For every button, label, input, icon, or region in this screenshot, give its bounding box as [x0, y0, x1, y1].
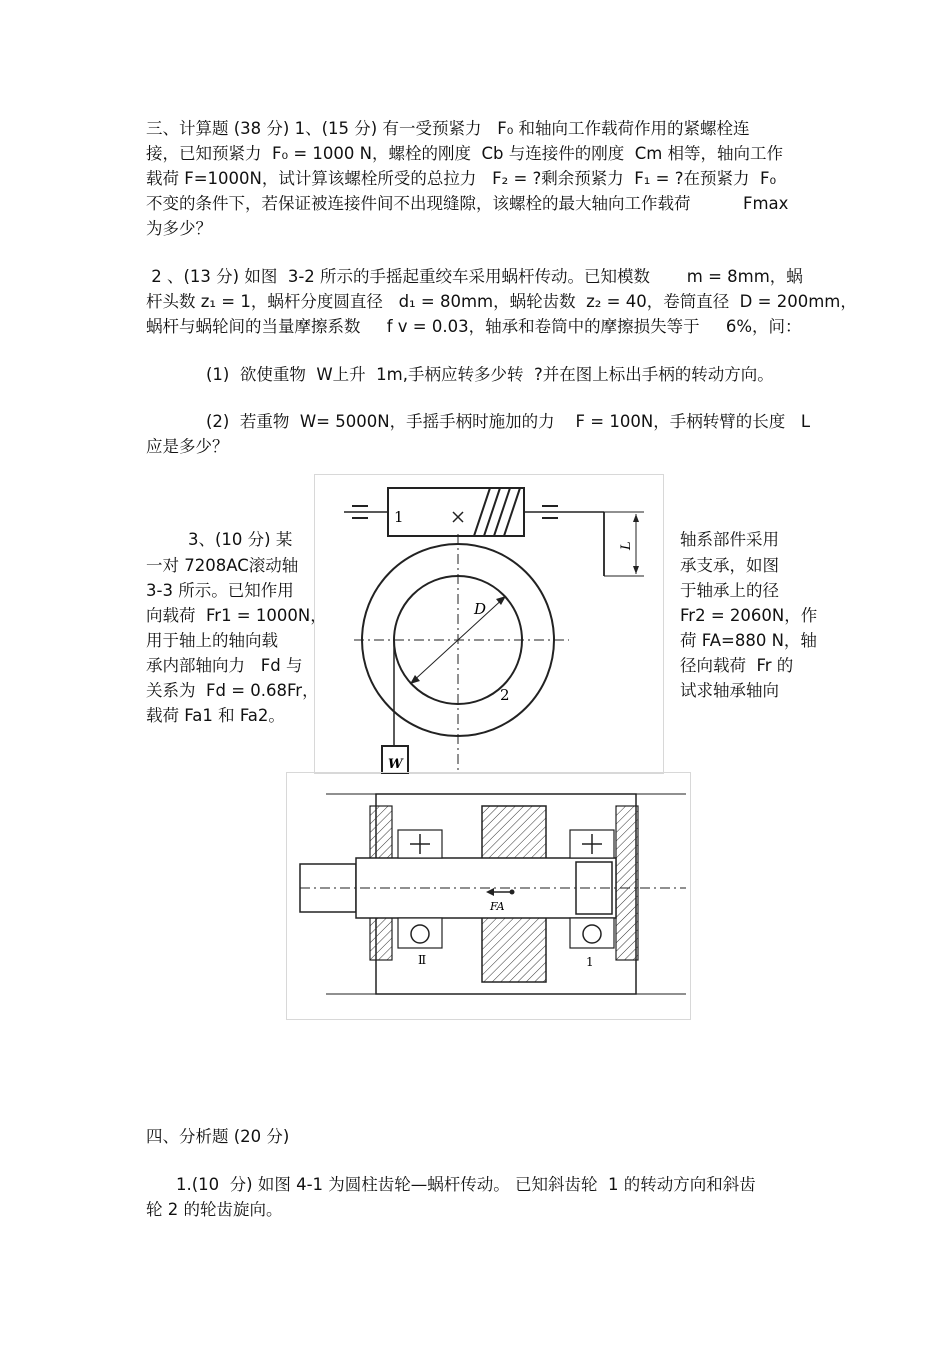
q3-left-4: 向载荷 Fr1 = 1000N， [146, 606, 327, 625]
worm-shaft-body [388, 488, 524, 536]
q3-right-5: 荷 FA=880 N，轴 [680, 631, 817, 650]
q3-right-3: 于轴承上的径 [680, 581, 779, 600]
q1-line-3: 载荷 F=1000N，试计算该螺栓所受的总拉力 F₂ = ?剩余预紧力 F₁ = ?在预紧力 F₀ [146, 169, 777, 188]
q1-line-1: 三、计算题 (38 分) 1、(15 分) 有一受预紧力 F₀ 和轴向工作载荷作用的紧螺栓连 [146, 119, 750, 138]
q2-line-2: 杆头数 z₁ = 1，蜗杆分度圆直径 d₁ = 80mm，蜗轮齿数 z₂ = 40，卷筒直径 D = 200mm， [146, 292, 857, 311]
q3-left-8: 载荷 Fa1 和 Fa2。 [146, 706, 285, 725]
q3-right-6: 径向载荷 Fr 的 [680, 656, 794, 675]
q3-right-1: 轴系部件采用 [680, 530, 779, 549]
q1-line-2: 接，已知预紧力 F₀ = 1000 N，螺栓的刚度 Cb 与连接件的刚度 Cm 相等，轴向工作 [146, 144, 784, 163]
section4-title: 四、分析题 (20 分) [146, 1127, 290, 1146]
q3-left-1: 3、(10 分) 某 [188, 530, 293, 549]
q2-line-1: 2 、(13 分) 如图 3-2 所示的手摇起重绞车采用蜗杆传动。已知模数 m = 8mm，蜗 [146, 267, 803, 286]
q3-left-6: 承内部轴向力 Fd 与 [146, 656, 303, 675]
figure-shaft-assembly [286, 772, 691, 1020]
q3-right-7: 试求轴承轴向 [680, 681, 779, 700]
label-FA: FA [490, 900, 505, 913]
q3-left-3: 3-3 所示。已知作用 [146, 581, 294, 600]
section4-q1-line-2: 轮 2 的轮齿旋向。 [146, 1200, 283, 1219]
q3-left-7: 关系为 Fd = 0.68Fr， [146, 681, 319, 700]
label-worm-1: 1 [394, 508, 404, 526]
figure-winch [314, 474, 664, 774]
label-L: L [619, 541, 634, 550]
section4-q1-line-1: 1.(10 分) 如图 4-1 为圆柱齿轮—蜗杆传动。 已知斜齿轮 1 的转动方向和斜齿 [176, 1175, 756, 1194]
label-bearing-II: Ⅱ [418, 953, 427, 967]
label-bearing-1: 1 [586, 955, 594, 969]
q3-right-2: 承支承，如图 [680, 556, 779, 575]
q3-right-4: Fr2 = 2060N，作 [680, 606, 818, 625]
label-W: W [388, 757, 403, 772]
label-gear-2: 2 [500, 686, 510, 704]
q3-left-2: 一对 7208AC滚动轴 [146, 556, 299, 575]
q2-sub-2-line-1: (2) 若重物 W= 5000N，手摇手柄时施加的力 F = 100N，手柄转臂的长度 L [206, 412, 811, 431]
q2-sub-2-line-2: 应是多少？ [146, 437, 229, 456]
q1-line-5: 为多少？ [146, 219, 212, 238]
q2-line-3: 蜗杆与蜗轮间的当量摩擦系数 f v = 0.03，轴承和卷筒中的摩擦损失等于 6%，问： [146, 317, 802, 336]
q2-sub-1: (1) 欲使重物 W上升 1m,手柄应转多少转 ?并在图上标出手柄的转动方向。 [206, 365, 774, 384]
label-D: D [474, 600, 487, 618]
q1-line-4: 不变的条件下，若保证被连接件间不出现缝隙，该螺栓的最大轴向工作载荷 Fmax [146, 194, 789, 213]
q3-left-5: 用于轴上的轴向载 [146, 631, 278, 650]
